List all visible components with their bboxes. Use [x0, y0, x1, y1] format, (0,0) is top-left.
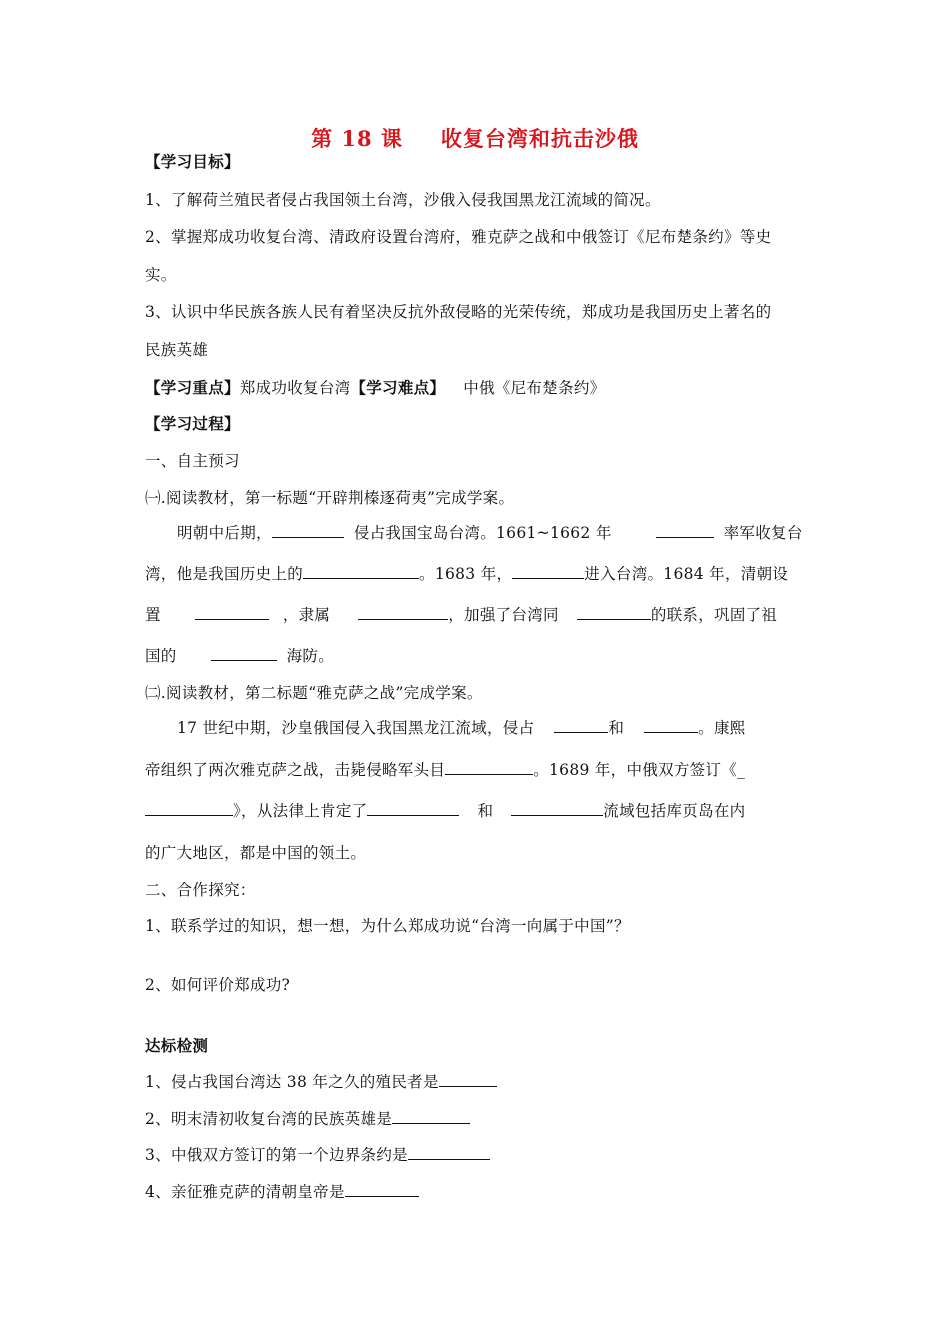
blank-field[interactable] — [345, 1182, 419, 1197]
check-item-4: 4、亲征雅克萨的清朝皇帝是 — [145, 1182, 419, 1202]
key-point-label: 【学习重点】 — [145, 378, 240, 397]
exercise-1-line-3: 置 ，隶属 ，加强了台湾同 的联系，巩固了祖 — [145, 606, 778, 624]
blank-field[interactable] — [358, 605, 448, 620]
goal-item-1: 1、了解荷兰殖民者侵占我国领土台湾，沙俄入侵我国黑龙江流域的简况。 — [145, 191, 661, 209]
blank-field[interactable] — [439, 1072, 497, 1087]
difficult-point-text: 中俄《尼布楚条约》 — [463, 379, 606, 397]
lesson-title — [0, 126, 950, 152]
section-cooperative-inquiry: 二、合作探究： — [145, 881, 256, 899]
exercise-2-line-2: 帝组织了两次雅克萨之战，击毙侵略军头目 。1689 年，中俄双方签订《_ — [145, 761, 746, 779]
blank-field[interactable] — [145, 801, 233, 816]
blank-field[interactable] — [445, 760, 533, 775]
lesson-number: 第 18 课 — [311, 126, 403, 151]
blank-field[interactable] — [512, 564, 584, 579]
blank-field[interactable] — [367, 801, 459, 816]
blank-field[interactable] — [554, 718, 608, 733]
blank-field[interactable] — [303, 564, 419, 579]
subsection-2-title: ㈡.阅读教材，第二标题“雅克萨之战”完成学案。 — [145, 684, 483, 702]
blank-field[interactable] — [656, 523, 714, 538]
goal-item-3: 3、认识中华民族各族人民有着坚决反抗外敌侵略的光荣传统，郑成功是我国历史上著名的 — [145, 303, 772, 321]
exercise-2-line-3: 》，从法律上肯定了 和 流域包括库页岛在内 — [145, 801, 745, 821]
section-self-study: 一、自主预习 — [145, 452, 240, 470]
blank-field[interactable] — [644, 718, 698, 733]
goal-item-2: 2、掌握郑成功收复台湾、清政府设置台湾府，雅克萨之战和中俄签订《尼布楚条约》等史 — [145, 228, 772, 246]
subsection-1-title: ㈠.阅读教材，第一标题“开辟荆榛逐荷夷”完成学案。 — [145, 489, 515, 507]
goal-item-3-cont: 民族英雄 — [145, 341, 209, 359]
blank-field[interactable] — [577, 605, 651, 620]
blank-field[interactable] — [272, 523, 344, 538]
blank-field[interactable] — [195, 605, 269, 620]
exercise-2-line-1: 17 世纪中期，沙皇俄国侵入我国黑龙江流域，侵占 和 。康熙 — [177, 719, 746, 737]
inquiry-question-2: 2、如何评价郑成功? — [145, 976, 291, 994]
blank-field[interactable] — [408, 1145, 490, 1160]
check-item-1: 1、侵占我国台湾达 38 年之久的殖民者是 — [145, 1072, 497, 1092]
check-item-2: 2、明末清初收复台湾的民族英雄是 — [145, 1109, 470, 1129]
lesson-name: 收复台湾和抗击沙俄 — [440, 126, 639, 151]
inquiry-question-1: 1、联系学过的知识，想一想，为什么郑成功说“台湾一向属于中国”？ — [145, 917, 630, 935]
difficult-point-label: 【学习难点】 — [350, 378, 446, 397]
process-heading: 【学习过程】 — [145, 414, 240, 433]
exercise-1-line-4: 国的 海防。 — [145, 647, 335, 665]
exercise-1-line-2: 湾，他是我国历史上的 。1683 年， 进入台湾。1684 年，清朝设 — [145, 565, 789, 583]
blank-field[interactable] — [511, 801, 603, 816]
check-heading: 达标检测 — [145, 1036, 209, 1055]
key-point-text: 郑成功收复台湾 — [239, 379, 351, 397]
goals-heading: 【学习目标】 — [145, 152, 240, 171]
exercise-1-line-1: 明朝中后期， 侵占我国宝岛台湾。1661~1662 年 率军收复台 — [177, 524, 803, 542]
check-item-3: 3、中俄双方签订的第一个边界条约是 — [145, 1145, 490, 1165]
blank-field[interactable] — [392, 1109, 470, 1124]
exercise-2-line-4: 的广大地区，都是中国的领土。 — [145, 844, 367, 862]
blank-field[interactable] — [211, 646, 277, 661]
goal-item-2-cont: 实。 — [145, 266, 177, 284]
focus-line — [145, 378, 605, 398]
